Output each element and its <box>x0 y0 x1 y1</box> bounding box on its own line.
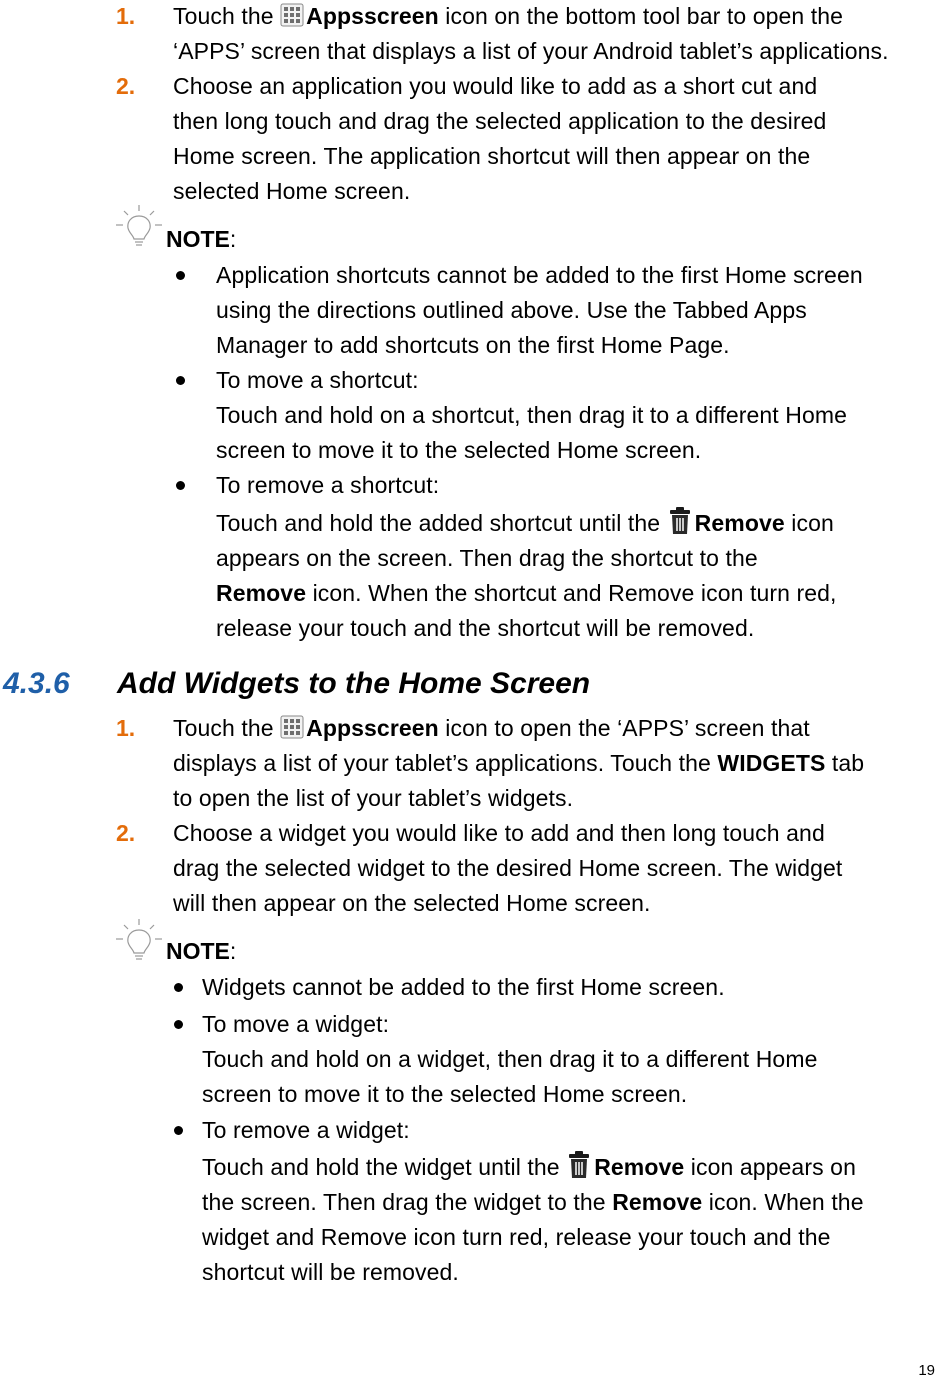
section-number: 4.3.6 <box>3 667 70 700</box>
text-fragment: icon <box>784 510 834 536</box>
text-fragment: icon. When the <box>702 1189 864 1215</box>
bullet <box>174 1020 183 1029</box>
step-number: 2. <box>116 820 136 846</box>
remove-label: Remove <box>612 1189 703 1215</box>
text-fragment: icon on the bottom tool bar to open the <box>438 3 844 29</box>
note-text <box>216 576 837 611</box>
remove-label: Remove <box>216 580 307 606</box>
trash-icon <box>566 1151 592 1179</box>
note-text: Touch and hold on a widget, then drag it to a different Home <box>202 1046 818 1072</box>
note-label <box>166 934 236 969</box>
text-fragment: icon appears on <box>684 1154 856 1180</box>
note-text: To move a widget: <box>202 1011 390 1037</box>
step-text <box>173 0 843 34</box>
remove-label: Remove <box>594 1154 685 1180</box>
note-text: To remove a shortcut: <box>216 472 440 498</box>
lightbulb-icon <box>114 918 164 962</box>
note-colon: : <box>229 938 237 964</box>
step-text: Choose a widget you would like to add and then long touch and <box>173 820 825 846</box>
step-number: 2. <box>116 73 136 99</box>
text-fragment: the screen. Then drag the widget to the <box>202 1189 613 1215</box>
text-fragment: tab <box>825 750 865 776</box>
note-text: To move a shortcut: <box>216 367 419 393</box>
apps-grid-icon <box>280 3 304 27</box>
note-text: shortcut will be removed. <box>202 1259 459 1285</box>
text-fragment: icon to open the ‘APPS’ screen that <box>438 715 810 741</box>
step-text: Choose an application you would like to add as a short cut and <box>173 73 818 99</box>
note-text: release your touch and the shortcut will be removed. <box>216 615 755 641</box>
note-text: widget and Remove icon turn red, release your touch and the <box>202 1224 831 1250</box>
bullet <box>174 1126 183 1135</box>
remove-label: Remove <box>694 510 785 536</box>
section-heading <box>3 664 70 704</box>
note-colon: : <box>229 226 237 252</box>
note-text: screen to move it to the selected Home screen. <box>202 1081 688 1107</box>
text-fragment: icon. When the shortcut and Remove icon turn red, <box>306 580 837 606</box>
note-text: Manager to add shortcuts on the first Home Page. <box>216 332 730 358</box>
bullet <box>176 376 185 385</box>
note-text: To remove a widget: <box>202 1117 410 1143</box>
note-text: using the directions outlined above. Use the Tabbed Apps <box>216 297 807 323</box>
lightbulb-icon <box>114 204 164 248</box>
step-number: 1. <box>116 3 136 29</box>
note-text <box>202 1150 856 1185</box>
note-text: Touch and hold on a shortcut, then drag it to a different Home <box>216 402 848 428</box>
step-text: ‘APPS’ screen that displays a list of your Android tablet’s applications. <box>173 38 889 64</box>
bullet <box>174 983 183 992</box>
step-text: then long touch and drag the selected application to the desired <box>173 108 827 134</box>
text-fragment: Touch the <box>173 715 281 741</box>
note-label-text: NOTE <box>166 938 230 964</box>
bullet <box>176 481 185 490</box>
step-text: selected Home screen. <box>173 178 411 204</box>
text-fragment: Touch the <box>173 3 281 29</box>
page-number: 19 <box>918 1362 935 1379</box>
step-text: to open the list of your tablet’s widgets. <box>173 785 574 811</box>
note-label <box>166 222 236 257</box>
apps-grid-icon <box>280 715 304 739</box>
step-text <box>173 711 810 746</box>
text-fragment: Touch and hold the added shortcut until the <box>216 510 667 536</box>
trash-icon <box>667 507 693 535</box>
appsscreen-label: Appsscreen <box>306 3 439 29</box>
step-text <box>173 746 864 781</box>
appsscreen-label: Appsscreen <box>306 715 439 741</box>
note-text: Application shortcuts cannot be added to the first Home screen <box>216 262 863 288</box>
note-text <box>202 1185 864 1220</box>
step-text: will then appear on the selected Home screen. <box>173 890 651 916</box>
text-fragment: Touch and hold the widget until the <box>202 1154 567 1180</box>
note-text: screen to move it to the selected Home screen. <box>216 437 702 463</box>
section-title: Add Widgets to the Home Screen <box>117 667 591 700</box>
step-number: 1. <box>116 715 136 741</box>
text-fragment: displays a list of your tablet’s applications. Touch the <box>173 750 718 776</box>
note-label-text: NOTE <box>166 226 230 252</box>
step-text: drag the selected widget to the desired Home screen. The widget <box>173 855 843 881</box>
widgets-label: WIDGETS <box>717 750 826 776</box>
note-text: Widgets cannot be added to the first Home screen. <box>202 974 725 1000</box>
note-text: appears on the screen. Then drag the shortcut to the <box>216 545 758 571</box>
step-text: Home screen. The application shortcut will then appear on the <box>173 143 811 169</box>
note-text <box>216 506 834 541</box>
bullet <box>176 271 185 280</box>
